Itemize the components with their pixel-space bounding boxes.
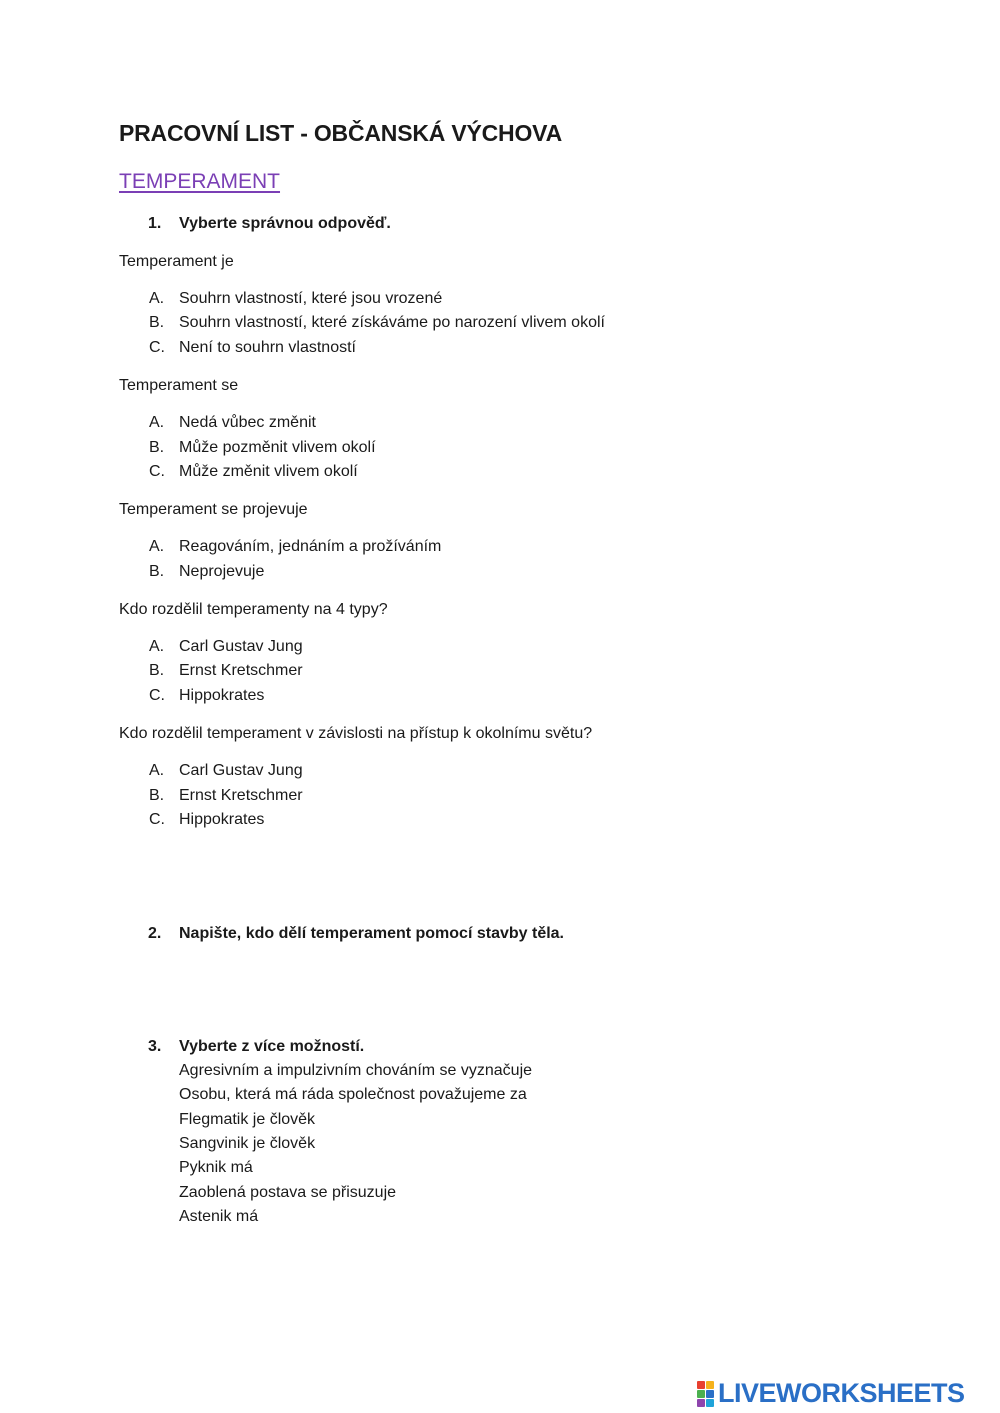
option-letter: A.: [149, 538, 165, 555]
task-3-heading: Vyberte z více možností.: [179, 1038, 365, 1055]
question-5: Kdo rozdělil temperament v závislosti na přístup k okolnímu světu?: [119, 725, 593, 742]
task-3-item: Flegmatik je člověk: [179, 1111, 316, 1128]
option-letter: A.: [149, 414, 165, 431]
logo-text: LIVEWORKSHEETS: [718, 1378, 965, 1408]
option-text[interactable]: Hippokrates: [179, 811, 265, 828]
task-3-number: 3.: [148, 1038, 162, 1055]
section-title: TEMPERAMENT: [119, 170, 281, 193]
option-text[interactable]: Ernst Kretschmer: [179, 662, 303, 679]
option-letter: B.: [149, 662, 165, 679]
question-4: Kdo rozdělil temperamenty na 4 typy?: [119, 601, 388, 618]
task-3-item: Agresivním a impulzivním chováním se vyznačuje: [179, 1062, 533, 1079]
option-text[interactable]: Hippokrates: [179, 687, 265, 704]
page-title: PRACOVNÍ LIST - OBČANSKÁ VÝCHOVA: [119, 120, 562, 146]
option-letter: A.: [149, 762, 165, 779]
option-letter: A.: [149, 290, 165, 307]
task-3-item: Osobu, která má ráda společnost považujeme za: [179, 1086, 527, 1103]
logo-blocks-icon: [697, 1381, 714, 1407]
option-text[interactable]: Ernst Kretschmer: [179, 787, 303, 804]
option-text[interactable]: Nedá vůbec změnit: [179, 414, 316, 431]
option-letter: C.: [149, 339, 165, 356]
question-2: Temperament se: [119, 377, 239, 394]
task-3-item: Sangvinik je člověk: [179, 1135, 316, 1152]
liveworksheets-logo: [697, 1378, 965, 1409]
question-1: Temperament je: [119, 253, 234, 270]
option-text[interactable]: Carl Gustav Jung: [179, 638, 303, 655]
option-text[interactable]: Souhrn vlastností, které získáváme po narození vlivem okolí: [179, 314, 605, 331]
option-text[interactable]: Může pozměnit vlivem okolí: [179, 439, 376, 456]
task-1-heading: Vyberte správnou odpověď.: [179, 215, 391, 232]
option-text[interactable]: Carl Gustav Jung: [179, 762, 303, 779]
task-2-heading: Napište, kdo dělí temperament pomocí stavby těla.: [179, 925, 564, 942]
task-1-number: 1.: [148, 215, 162, 232]
task-3-item: Astenik má: [179, 1208, 259, 1225]
task-2-number: 2.: [148, 925, 162, 942]
option-text[interactable]: Souhrn vlastností, které jsou vrozené: [179, 290, 443, 307]
option-text[interactable]: Neprojevuje: [179, 563, 265, 580]
task-3-item: Zaoblená postava se přisuzuje: [179, 1184, 397, 1201]
option-letter: A.: [149, 638, 165, 655]
question-3: Temperament se projevuje: [119, 501, 308, 518]
option-letter: C.: [149, 811, 165, 828]
option-letter: B.: [149, 563, 165, 580]
option-letter: B.: [149, 439, 165, 456]
option-letter: C.: [149, 687, 165, 704]
option-letter: B.: [149, 787, 165, 804]
option-letter: B.: [149, 314, 165, 331]
option-text[interactable]: Není to souhrn vlastností: [179, 339, 356, 356]
option-text[interactable]: Reagováním, jednáním a prožíváním: [179, 538, 442, 555]
option-text[interactable]: Může změnit vlivem okolí: [179, 463, 358, 480]
task-3-item: Pyknik má: [179, 1159, 253, 1176]
option-letter: C.: [149, 463, 165, 480]
